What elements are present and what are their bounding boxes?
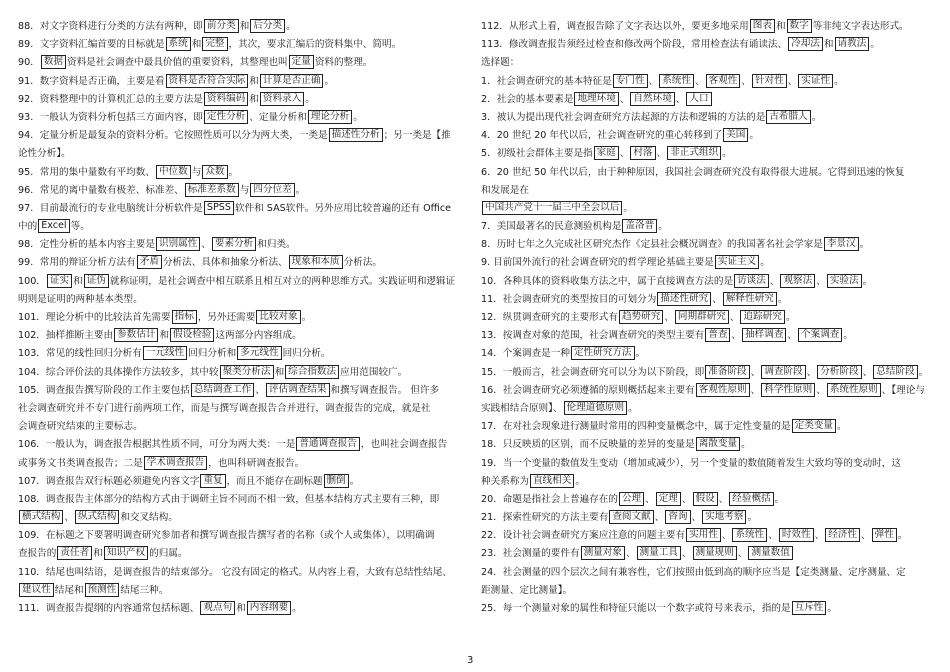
answer-box: 后分类 <box>250 19 285 33</box>
answer-box: 实证主义 <box>715 255 759 269</box>
answer-box: 查阅文献 <box>609 510 653 524</box>
text-line: 23．社会测量的要件有 测量对象 、 测量工具 、 测量规则 、 测量数值 <box>481 545 936 563</box>
text-line: 查报告的 责任者 和 知识产权 的归属。 <box>18 547 188 560</box>
answer-box: 理论分析 <box>308 110 352 124</box>
answer-box: 非正式组织 <box>667 146 721 160</box>
answer-box: 指标 <box>172 310 197 324</box>
answer-box: 众数 <box>202 165 227 179</box>
text-line: 实践相结合原则】、 伦理道德原则 。 <box>481 401 638 414</box>
text-line: 113．修改调查报告须经过检查和修改两个阶段，常用检查法有诵读法、 冷却法 和 请教法 。 <box>481 38 880 51</box>
text-line: 15．一般而言，社会调查研究可以分为以下阶段，即 准备阶段 、 调查阶段 、 分析阶段 、 总结阶段 。 <box>481 365 929 378</box>
answer-box: 公理 <box>619 492 644 506</box>
answer-box: 实地考察 <box>702 510 746 524</box>
text-line: 109．在标题之下要署明调查研究参加者和撰写调查报告撰写者的名称（或个人或集体），以明确调 <box>18 530 435 542</box>
text-line: 建议性 结尾和 预测性 结尾三种。 <box>18 582 473 600</box>
answer-box: 经济性 <box>825 528 860 542</box>
text-line: 91．数字资料是否正确，主要是看 资料是否符合实际 和 计算是否正确 。 <box>18 74 335 87</box>
answer-box: 资料编码 <box>204 92 248 106</box>
answer-box: 建议性 <box>19 583 54 597</box>
answer-box: 美国 <box>723 128 748 142</box>
answer-box: Excel <box>38 219 69 233</box>
answer-box: 定性分析 <box>204 110 248 124</box>
text-line: 和发展是在 <box>481 184 529 196</box>
answer-box: 测量工具 <box>637 546 681 560</box>
text-line: 89．文字资料汇编首要的目标就是 系统 和 完整 ，其次，要求汇编后的资料集中、简明。 <box>18 38 402 51</box>
answer-box: 识别属性 <box>156 237 200 251</box>
text-line: 105．调查报告撰写阶段的工作主要包括 总结调查工作 、 评估调查结果 和撰写调查报告。 但许多 <box>18 383 440 396</box>
answer-box: 定理 <box>656 492 681 506</box>
answer-box: 测量数值 <box>748 546 792 560</box>
answer-box: 要素分析 <box>212 237 256 251</box>
answer-box: 针对性 <box>752 74 787 88</box>
text-line: 25．每一个测量对象的属性和特征只能以一个数字或符号来表示，指的是 互斥性 。 <box>481 602 837 614</box>
answer-box: 知识产权 <box>104 546 148 560</box>
answer-box: 重复 <box>200 474 225 488</box>
answer-box: 观察法 <box>780 274 815 288</box>
answer-box: 伦理道德原则 <box>564 401 628 415</box>
text-line: 8．历时七年之久完成社区研究杰作《定县社会概况调查》的我国著名社会学家是 李景汉 。 <box>481 238 870 251</box>
answer-box: 综合指数法 <box>285 365 339 379</box>
answer-box: 自然环境 <box>630 92 674 106</box>
answer-box: 个案调查 <box>798 328 842 342</box>
text-line: 1．社会调查研究的基本特征是 专门性 、 系统性 、 客观性 、 针对性 、 实证性 。 <box>481 74 844 87</box>
answer-box: 学术调查报告 <box>144 456 208 470</box>
answer-box: 预测性 <box>85 583 120 597</box>
text-line: 社会调查研究并不专门进行前两项工作，而是与撰写调查报告合并进行，调查报告的完成，就是社 <box>18 402 431 414</box>
answer-box: 解释性研究 <box>723 292 777 306</box>
text-line: 选择题： <box>481 57 520 69</box>
text-line: 21．探索性研究的方法主要有 查阅文献 、 咨询 、 实地考察 。 <box>481 511 758 524</box>
answer-box: 地理环境 <box>574 92 618 106</box>
answer-box: 离散变量 <box>696 437 740 451</box>
text-line: 97．目前最流行的专业电脑统计分析软件是 SPSS 软件和 SAS软件。另外应用比较普遍的还有 Office <box>18 201 452 214</box>
text-line: 110．结尾也叫结语，是调查报告的结束部分。 它没有固定的格式。从内容上看，大致有总结性结尾、 <box>18 566 452 578</box>
answer-box: 科学性原则 <box>761 383 815 397</box>
text-line: 20．命题是指社会上普遍存在的 公理 、 定理 、 假设 、 经验概括 。 <box>481 492 785 505</box>
answer-box: 普通调查报告 <box>296 437 360 451</box>
text-line: 9. 目前国外流行的社会调查研究的哲学理论基础主要是 实证主义 。 <box>481 256 770 269</box>
text-line: 19．当一个变量的数值发生变动（增加或减少），另一个变量的数值随着发生大致均等的变动时，这 <box>481 457 901 469</box>
answer-box: 客观性原则 <box>696 383 750 397</box>
text-line: 111．调查报告提纲的内容通常包括标题、 观点句 和 内容纲要 。 <box>18 602 302 614</box>
text-line: 103．常见的线性回归分析有 一元线性 回归分析和 多元线性 回归分析。 <box>18 347 331 360</box>
answer-box: 总结阶段 <box>873 365 917 379</box>
text-line: 99．常用的辩证分析方法有 矛盾 分析法、具体和抽象分析法、 现象和本质 分析法。 <box>18 256 382 269</box>
answer-box: 资料录入 <box>260 92 304 106</box>
answer-box: 客观性 <box>706 74 741 88</box>
text-line: 6．20 世纪 50 年代以后，由于种种原因，我国社会调查研究没有取得很大进展。它得到迅速的恢复 <box>481 166 905 178</box>
text-line: 106．一般认为，调查报告根据其性质不同，可分为两大类：一是 普通调查报告 ，也叫社会调查报告 <box>18 438 448 451</box>
text-line: 2．社会的基本要素是 地理环境 、 自然环境 、 人口 <box>481 91 936 109</box>
answer-box: 定类变量 <box>792 419 836 433</box>
answer-box: 多元线性 <box>237 346 281 360</box>
text-line: 7．美国最著名的民意测验机构是 盖洛普 。 <box>481 220 668 233</box>
answer-box: 分析阶段 <box>817 365 861 379</box>
answer-box: 盖洛普 <box>622 219 657 233</box>
answer-box: 村落 <box>630 146 655 160</box>
answer-box: 实验法 <box>827 274 862 288</box>
text-line: 24．社会测量的四个层次之间有兼容性，它们按照由低到高的顺序应当是【定类测量、定序测量、定 <box>481 566 906 578</box>
text-line: 107．调查报告双行标题必须避免内容文字 重复 ，而且不能存在副标题 删倒 。 <box>18 474 360 487</box>
answer-box: 请教法 <box>835 37 870 51</box>
answer-box: 定性研究方法 <box>571 346 635 360</box>
text-line: 96．常见的离中量数有极差、标准差、 标准差系数 与 四分位差 。 <box>18 183 306 196</box>
text-line: 种关系称为 直线相关 。 <box>481 474 585 487</box>
answer-box: 比较对象 <box>256 310 300 324</box>
answer-box: 实用性 <box>686 528 721 542</box>
answer-box: 内容纲要 <box>247 601 291 615</box>
answer-box: 系统性 <box>659 74 694 88</box>
answer-box: 横式结构 <box>19 510 63 524</box>
text-line: 93．一般认为资料分析包括三方面内容，即 定性分析 、定量分析和 理论分析 。 <box>18 110 363 123</box>
answer-box: 假设 <box>693 492 718 506</box>
answer-box: 李景汉 <box>824 237 859 251</box>
text-line: 22．设计社会调查研究方案应注意的问题主要有 实用性 、 系统性 、 时效性 、 经济性 、 弹性 。 <box>481 529 908 542</box>
text-line: 或事务文书类调查报告；二是 学术调查报告 ，也叫科研调查报告。 <box>18 456 305 469</box>
answer-box: 四分位差 <box>250 183 294 197</box>
answer-box: 准备阶段 <box>705 365 749 379</box>
answer-box: 中位数 <box>156 165 191 179</box>
text-line: 90． 数据 资料是社会调查中最具价值的重要资料，其整理也叫 定量 资料的整理。 <box>18 56 373 69</box>
answer-box: 假设检验 <box>170 328 214 342</box>
text-line: 16．社会调查研究必须遵循的原则概括起来主要有 客观性原则 、 科学性原则 、 系统性原则 、【理论与 <box>481 383 925 396</box>
answer-box: 一元线性 <box>143 346 187 360</box>
text-line: 距测量、定比测量】。 <box>481 584 573 596</box>
text-line: 明则是证明的两种基本类型。 <box>18 293 143 305</box>
answer-box: 系统 <box>166 37 191 51</box>
text-line: 14．个案调查是一种 定性研究方法 。 <box>481 347 646 360</box>
answer-box: 评估调查结果 <box>266 383 330 397</box>
text-line: 11．社会调查研究的类型按目的可划分为 描述性研究 、 解释性研究 。 <box>481 292 788 305</box>
answer-box: 观点句 <box>200 601 235 615</box>
text-line: 中的 Excel 等。 <box>18 220 90 233</box>
answer-box: 责任者 <box>57 546 92 560</box>
answer-box: 古希腊人 <box>766 110 810 124</box>
answer-box: 测量对象 <box>581 546 625 560</box>
answer-box: 系统性原则 <box>827 383 881 397</box>
text-line: 10．各种具体的资料收集方法之中，属于直接调查方法的是 访谈法 、 观察法 、 实验法 。 <box>481 274 873 287</box>
text-line: 94．定量分析是最复杂的资料分析。它按照性质可以分为两大类，一类是 描述性分析 ；另一类是【推 <box>18 129 451 142</box>
answer-box: 参数估计 <box>114 328 158 342</box>
text-line: 92．资料整理中的计算机汇总的主要方法是 资料编码 和 资料录入 。 <box>18 92 315 105</box>
right-column <box>481 18 936 618</box>
text-line: 88．对文字资料进行分类的方法有两种，即 前分类 和 后分类 。 <box>18 20 296 32</box>
text-line: 101．理论分析中的比较法首先需要 指标 ，另外还需要 比较对象 。 <box>18 311 312 323</box>
answer-box: 抽样调查 <box>742 328 786 342</box>
text-line: 论性分析】。 <box>18 148 71 160</box>
text-line: 95．常用的集中量数有平均数、 中位数 与 众数 。 <box>18 165 239 178</box>
text-line: 横式结构 、 纵式结构 和交叉结构。 <box>18 509 473 527</box>
text-line: 18．只反映质的区别，而不反映量的差异的变量是 离散变量 。 <box>481 438 751 451</box>
answer-box: 中国共产党十一届三中全会以后 <box>482 201 622 215</box>
text-line: 112．从形式上看，调查报告除了文字表达以外，要更多地采用 图表 和 数字 等非纯文字表达形式。 <box>481 20 909 32</box>
answer-box: 直线相关 <box>530 474 574 488</box>
answer-box: 访谈法 <box>734 274 769 288</box>
answer-box: 图表 <box>750 19 775 33</box>
answer-box: 数据 <box>41 55 66 69</box>
text-line: 13．按调查对象的范围，社会调查研究的类型主要有 普查 、 抽样调查 、 个案调查 。 <box>481 329 853 342</box>
answer-box: 证伪 <box>84 274 109 288</box>
answer-box: 纵式结构 <box>75 510 119 524</box>
answer-box: 经验概括 <box>729 492 773 506</box>
answer-box: 资料是否符合实际 <box>166 74 249 88</box>
answer-box: 系统性 <box>732 528 767 542</box>
text-line: 104．综合评价法的具体操作方法较多，其中较 聚类分析法 和 综合指数法 应用范围较广。 <box>18 365 408 378</box>
answer-box: 同期群研究 <box>675 310 729 324</box>
text-line: 17．在对社会现象进行测量时常用的四种变量概念中，属于定性变量的是 定类变量 。 <box>481 420 847 433</box>
page-number: 3 <box>467 655 474 666</box>
text-line: 100． 证实 和 证伪 就称证明，是社会调查中相互联系且相互对立的两种思维方式。实践证明和逻辑证 <box>18 274 456 287</box>
text-line: 108．调查报告主体部分的结构方式由于调研主旨不同而不相一致，但基本结构方式主要有三种，即 <box>18 493 440 505</box>
answer-box: 证实 <box>47 274 72 288</box>
answer-box: 时效性 <box>779 528 814 542</box>
answer-box: SPSS <box>204 201 234 215</box>
answer-box: 计算是否正确 <box>260 74 324 88</box>
answer-box: 完整 <box>202 37 227 51</box>
text-line: 98．定性分析的基本内容主要是 识别属性 、 要素分析 和归类。 <box>18 238 296 251</box>
answer-box: 专门性 <box>613 74 648 88</box>
text-line: 3．被认为提出现代社会调查研究方法起源的方法和逻辑的方法的是 古希腊人 。 <box>481 110 822 123</box>
answer-box: 描述性研究 <box>657 292 711 306</box>
answer-box: 实证性 <box>798 74 833 88</box>
answer-box: 总结调查工作 <box>191 383 255 397</box>
text-line: 12．纵贯调查研究的主要形式有 趋势研究 、 同期群研究 、 追踪研究 。 <box>481 311 796 323</box>
text-line: 中国共产党十一届三中全会以后 。 <box>481 200 936 218</box>
text-line: 4．20 世纪 20 年代以后，社会调查研究的重心转移到了 美国 。 <box>481 129 759 142</box>
answer-box: 测量规则 <box>693 546 737 560</box>
answer-box: 删倒 <box>324 474 349 488</box>
answer-box: 追踪研究 <box>740 310 784 324</box>
answer-box: 描述性分析 <box>329 128 383 142</box>
answer-box: 定量 <box>289 55 314 69</box>
text-line: 5．初级社会群体主要是指 家庭 、 村落 、 非正式组织 。 <box>481 147 732 160</box>
answer-box: 标准差系数 <box>185 183 239 197</box>
answer-box: 冷却法 <box>788 37 823 51</box>
answer-box: 弹性 <box>872 528 897 542</box>
left-column <box>18 18 473 618</box>
answer-box: 家庭 <box>594 146 619 160</box>
answer-box: 数字 <box>787 19 812 33</box>
answer-box: 前分类 <box>204 19 239 33</box>
answer-box: 趋势研究 <box>619 310 663 324</box>
answer-box: 互斥性 <box>792 601 827 615</box>
answer-box: 现象和本质 <box>289 255 343 269</box>
answer-box: 咨询 <box>665 510 690 524</box>
answer-box: 普查 <box>705 328 730 342</box>
answer-box: 聚类分析法 <box>220 365 274 379</box>
text-line: 102．抽样推断主要由 参数估计 和 假设检验 这两部分内容组成。 <box>18 329 302 342</box>
answer-box: 矛盾 <box>137 255 162 269</box>
answer-box: 调查阶段 <box>761 365 805 379</box>
answer-box: 人口 <box>686 92 711 106</box>
text-line: 会调查研究结束的主要标志。 <box>18 421 143 433</box>
